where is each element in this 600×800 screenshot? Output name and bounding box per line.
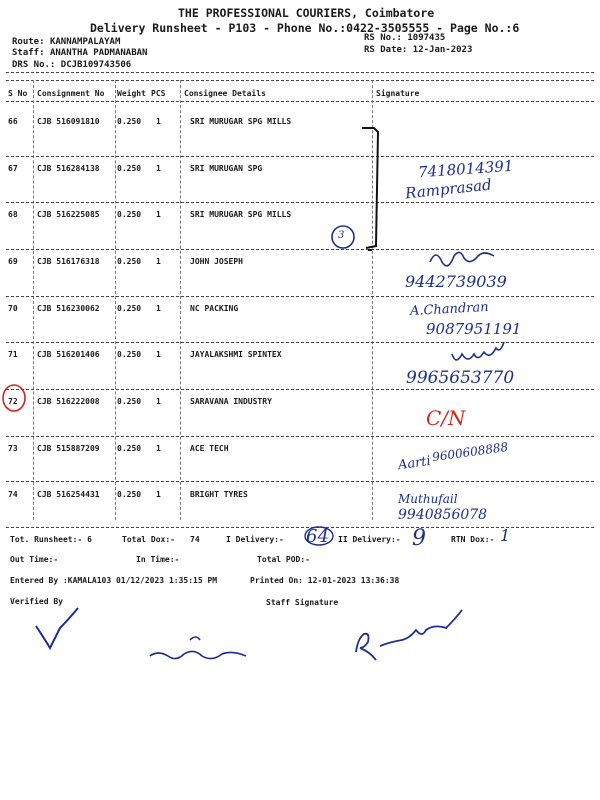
row-consignee: SRI MURUGAR SPG MILLS xyxy=(190,210,292,219)
row-sno: 71 xyxy=(8,350,18,359)
row-consignment: CJB 516254431 xyxy=(37,490,100,499)
row-consignment: CJB 516176318 xyxy=(37,257,100,266)
row-consignee: BRIGHT TYRES xyxy=(190,490,248,499)
col-header-consignee: Consignee Details xyxy=(184,89,266,98)
runsheet-subtitle: Delivery Runsheet - P103 - Phone No.:0422-3505555 - Page No.:6 xyxy=(90,21,520,35)
row-weight: 0.250 xyxy=(117,117,142,126)
entered-by: Entered By :KAMALA103 01/12/2023 1:35:15 PM xyxy=(10,576,218,585)
printed-on: Printed On: 12-01-2023 13:36:38 xyxy=(250,576,400,585)
total-dox-value: 74 xyxy=(190,535,200,544)
handwritten-phone: 9442739039 xyxy=(405,272,507,291)
row-pcs: 1 xyxy=(156,304,161,313)
handwritten-phone: 9087951191 xyxy=(426,320,522,338)
row-consignee: ACE TECH xyxy=(190,444,229,453)
row-consignee: JAYALAKSHMI SPINTEX xyxy=(190,350,282,359)
rs-no-label: RS No.: xyxy=(364,33,402,43)
row-consignment: CJB 516201406 xyxy=(37,350,100,359)
handwritten-circled-number: 3 xyxy=(338,230,345,241)
rs-date-label: RS Date: xyxy=(364,45,408,55)
col-header-consignment: Consignment No xyxy=(37,89,105,98)
row-sno: 68 xyxy=(8,210,18,219)
row-sno: 72 xyxy=(8,397,18,406)
row-sno: 69 xyxy=(8,257,18,266)
handwritten-name: Muthufail xyxy=(398,492,458,506)
row-sno: 73 xyxy=(8,444,18,453)
row-consignee: JOHN JOSEPH xyxy=(190,257,243,266)
row-pcs: 1 xyxy=(156,490,161,499)
company-title: THE PROFESSIONAL COURIERS, Coimbatore xyxy=(178,6,435,20)
handwritten-phone: 9965653770 xyxy=(406,368,515,388)
row-sno: 70 xyxy=(8,304,18,313)
row-weight: 0.250 xyxy=(117,164,142,173)
rtn-dox-label: RTN Dox:- xyxy=(451,535,495,544)
handwritten-phone: 9600608888 xyxy=(431,439,509,465)
drs-value: DCJB109743506 xyxy=(60,60,132,70)
row-consignee: NC PACKING xyxy=(190,304,239,313)
row-weight: 0.250 xyxy=(117,444,142,453)
row-weight: 0.250 xyxy=(117,210,142,219)
bracket-mark xyxy=(362,128,378,248)
verified-by: Verified By xyxy=(10,597,63,606)
row-consignment: CJB 516091810 xyxy=(37,117,100,126)
handwritten-rtn-dox: 1 xyxy=(500,526,511,545)
route-value: KANNAMPALAYAM xyxy=(49,37,121,47)
staff-value: ANANTHA PADMANABAN xyxy=(49,48,148,58)
row-sno: 74 xyxy=(8,490,18,499)
row-pcs: 1 xyxy=(156,257,161,266)
total-pod: Total POD:- xyxy=(257,555,310,564)
tot-runsheet: Tot. Runsheet:- 6 xyxy=(10,535,92,544)
row-weight: 0.250 xyxy=(117,257,142,266)
signature-scribble xyxy=(452,342,504,360)
row-pcs: 1 xyxy=(156,350,161,359)
staff-signature-scribble xyxy=(356,610,462,660)
row-consignee: SARAVANA INDUSTRY xyxy=(190,397,272,406)
row-sno: 66 xyxy=(8,117,18,126)
handwritten-name: A.Chandran xyxy=(409,299,489,320)
row-consignee: SRI MURUGAR SPG MILLS xyxy=(190,117,292,126)
red-circle-mark xyxy=(3,385,25,411)
col-header-pcs: PCS xyxy=(151,89,166,98)
rs-no-value: 1097435 xyxy=(407,33,446,43)
handwritten-ii-delivery-count: 9 xyxy=(412,526,426,551)
route-label: Route: xyxy=(12,37,45,47)
handwritten-delivery-count: 64 xyxy=(306,526,329,547)
row-pcs: 1 xyxy=(156,444,161,453)
handwritten-note: C/N xyxy=(426,406,466,430)
handwritten-name: Ramprasad xyxy=(404,175,493,203)
row-consignment: CJB 516225085 xyxy=(37,210,100,219)
handwritten-name: Aarti xyxy=(397,453,432,474)
row-pcs: 1 xyxy=(156,397,161,406)
i-delivery-label: I Delivery:- xyxy=(226,535,284,544)
row-consignment: CJB 515887209 xyxy=(37,444,100,453)
out-time: Out Time:- xyxy=(10,555,59,564)
signature-scribble xyxy=(430,252,494,265)
row-consignee: SRI MURUGAN SPG xyxy=(190,164,263,173)
row-weight: 0.250 xyxy=(117,304,142,313)
col-header-sno: S No xyxy=(8,89,28,98)
col-header-signature: Signature xyxy=(376,89,420,98)
in-time: In Time:- xyxy=(136,555,180,564)
drs-label: DRS No.: xyxy=(12,60,56,70)
row-pcs: 1 xyxy=(156,210,161,219)
handwritten-phone: 7418014391 xyxy=(417,156,514,182)
row-consignment: CJB 516222008 xyxy=(37,397,100,406)
row-weight: 0.250 xyxy=(117,350,142,359)
row-pcs: 1 xyxy=(156,164,161,173)
total-dox-label: Total Dox:- xyxy=(122,535,175,544)
handwritten-phone: 9940856078 xyxy=(398,507,488,523)
row-pcs: 1 xyxy=(156,117,161,126)
staff-signature-scribble xyxy=(150,637,246,659)
rs-date-value: 12-Jan-2023 xyxy=(412,45,473,55)
verifier-signature xyxy=(36,608,78,648)
staff-signature-label: Staff Signature xyxy=(266,598,339,607)
row-consignment: CJB 516230062 xyxy=(37,304,100,313)
row-consignment: CJB 516284138 xyxy=(37,164,100,173)
row-sno: 67 xyxy=(8,164,18,173)
row-weight: 0.250 xyxy=(117,397,142,406)
row-weight: 0.250 xyxy=(117,490,142,499)
staff-label: Staff: xyxy=(12,48,45,58)
ii-delivery-label: II Delivery:- xyxy=(338,535,401,544)
col-header-weight: Weight xyxy=(117,89,146,98)
